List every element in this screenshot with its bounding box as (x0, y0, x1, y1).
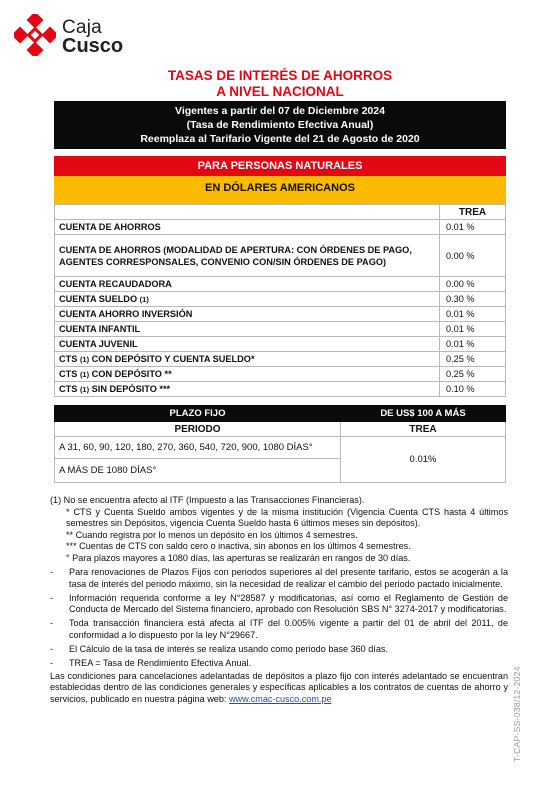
period-label: A 31, 60, 90, 120, 180, 270, 360, 540, 720, 900, 1080 DÍAS° (55, 437, 341, 459)
account-name: CTS (59, 354, 78, 364)
table-row (55, 367, 506, 382)
account-name-cell (55, 367, 440, 382)
logo-text-caja: Caja (62, 17, 102, 38)
account-rate: 0.10 % (440, 382, 506, 397)
footnote-marker: (1) (79, 370, 90, 379)
account-rate: 0.00 % (440, 235, 506, 277)
footnote-marker: (1) (79, 355, 90, 364)
note-cts-sueldo: * CTS y Cuenta Sueldo ambos vigentes y de la misma institución (Vigencia Cuenta CTS hasta 4 últimos semestres sin Depósitos, vigencia Cuenta Sueldo hasta 6 últimos meses sin depósitos). (66, 506, 508, 529)
account-name: CUENTA INFANTIL (55, 322, 440, 337)
table-row (55, 337, 506, 352)
note-trea: TREA = Tasa de Rendimiento Efectiva Anual. (69, 658, 252, 669)
note-plazos-mayores: ° Para plazos mayores a 1080 días, las aperturas se realizarán en rangos de 30 días. (66, 552, 411, 563)
segment-band: PARA PERSONAS NATURALES (54, 156, 506, 176)
closing-text: Las condiciones para cancelaciones adelantadas de depósitos a plazo fijo con interés adelantado se encuentran establecidas dentro de las condiciones generales y específicas aplicables a los contratos de cuentas de ahorro y servicios, publicado en nuestra página web: (50, 670, 508, 704)
note-1: (1) No se encuentra afecto al ITF (Impuesto a las Transacciones Financieras). (50, 495, 365, 505)
header-periodo: PERIODO (55, 422, 341, 437)
table-row (55, 235, 506, 277)
footnotes (50, 495, 508, 706)
bullet-dash: - (50, 567, 54, 578)
table-row (55, 352, 506, 367)
logo-text-cusco: Cusco (62, 35, 124, 57)
header-plazo-fijo: PLAZO FIJO (55, 406, 341, 422)
list-item (50, 644, 508, 656)
account-name-rest: CON DEPÓSITO ** (91, 369, 172, 379)
fixed-term-rate: 0.01% (341, 437, 506, 483)
note-cts-sin-deposito: *** Cuentas de CTS con saldo cero o inactiva, sin abonos en los últimos 4 semestres. (66, 541, 411, 552)
header-empty-cell (55, 205, 440, 220)
currency-band: EN DÓLARES AMERICANOS (54, 176, 506, 204)
account-rate: 0.25 % (440, 367, 506, 382)
note-informacion-ley: Información requerida conforme a ley N°28587 y modificatorias, así como el Reglamento de Gestión de Conducta de Mercado del Sistema financiero, aprobado con Resolución SBS N° 3274-2017 y modificatorias. (69, 592, 508, 615)
footnote-marker: (1) (79, 385, 90, 394)
savings-rates-table (54, 204, 506, 397)
account-name: CTS (59, 384, 78, 394)
table-row (55, 292, 506, 307)
table-row (55, 437, 506, 459)
account-name-rest: CON DEPÓSITO Y CUENTA SUELDO* (91, 354, 255, 364)
closing-paragraph (50, 671, 508, 706)
note-calculo: El Cálculo de la tasa de interés se realiza usando como periodo base 360 días. (69, 644, 388, 655)
fixed-term-table (54, 405, 506, 483)
note-renovaciones: Para renovaciones de Plazos Fijos con periodos superiores al del presente tarifario, estos se acogerán a la tasa de interés del periodo máximo, sin la necesidad de realizar el cambio del periodo pactado inicialmente. (69, 567, 508, 589)
account-name: CTS (59, 369, 78, 379)
account-name-cell (55, 352, 440, 367)
website-link[interactable]: www.cmac-cusco.com.pe (228, 694, 332, 704)
validity-line3: Reemplaza al Tarifario Vigente del 21 de Agosto de 2020 (140, 133, 420, 145)
account-rate: 0.01 % (440, 337, 506, 352)
account-name: CUENTA RECAUDADORA (55, 277, 440, 292)
account-name: CUENTA DE AHORROS (55, 220, 440, 235)
list-item (50, 618, 508, 641)
account-rate: 0.01 % (440, 322, 506, 337)
table-row (55, 307, 506, 322)
validity-line1: Vigentes a partir del 07 de Diciembre 2024 (175, 105, 385, 117)
account-rate: 0.01 % (440, 307, 506, 322)
validity-box (54, 101, 506, 149)
note-itf: Toda transacción financiera está afecta al ITF del 0.005% vigente a partir del 01 de abril del 2011, de conformidad a lo dispuesto por la ley N°29667. (69, 618, 508, 641)
bullet-dash: - (50, 644, 54, 655)
document-code: T-CAP-SS-038/12-2024 (512, 666, 522, 762)
account-name-rest: SIN DEPÓSITO *** (91, 384, 171, 394)
validity-line2: (Tasa de Rendimiento Efectiva Anual) (186, 119, 374, 131)
account-rate: 0.00 % (440, 277, 506, 292)
account-name: CUENTA SUELDO (59, 294, 138, 304)
account-name-cell (55, 382, 440, 397)
table-row (55, 322, 506, 337)
account-rate: 0.01 % (440, 220, 506, 235)
list-item (50, 567, 508, 590)
account-rate: 0.30 % (440, 292, 506, 307)
bullet-dash: - (50, 658, 54, 669)
note-cts-con-deposito: ** Cuando registra por lo menos un depósito en los últimos 4 semestres. (66, 529, 358, 540)
account-name: CUENTA AHORRO INVERSIÓN (55, 307, 440, 322)
page-title-line1: TASAS DE INTERÉS DE AHORROS (167, 68, 393, 83)
account-rate: 0.25 % (440, 352, 506, 367)
header-amount: DE US$ 100 A MÁS (341, 406, 506, 422)
bullet-dash: - (50, 592, 54, 603)
table-row (55, 382, 506, 397)
logo (14, 14, 124, 57)
header-trea: TREA (440, 205, 506, 220)
table-header-row (55, 205, 506, 220)
header-trea: TREA (341, 422, 506, 437)
account-name-cell (55, 292, 440, 307)
list-item (50, 593, 508, 616)
fixed-term-subheader-row (55, 422, 506, 437)
account-name: CUENTA DE AHORROS (MODALIDAD DE APERTURA: CON ÓRDENES DE PAGO, AGENTES CORRESPONSALES, CONVENIO CON/SIN ÓRDENES DE PAGO) (55, 235, 440, 277)
period-label: A MÁS DE 1080 DÍAS° (55, 459, 341, 483)
caja-cusco-cross-icon (14, 14, 56, 56)
page-title-line2: A NIVEL NACIONAL (216, 84, 344, 99)
table-row (55, 277, 506, 292)
bullet-dash: - (50, 618, 54, 629)
footnote-marker: (1) (139, 295, 149, 304)
list-item (50, 658, 508, 670)
table-row (55, 220, 506, 235)
fixed-term-header-row (55, 406, 506, 422)
account-name: CUENTA JUVENIL (55, 337, 440, 352)
